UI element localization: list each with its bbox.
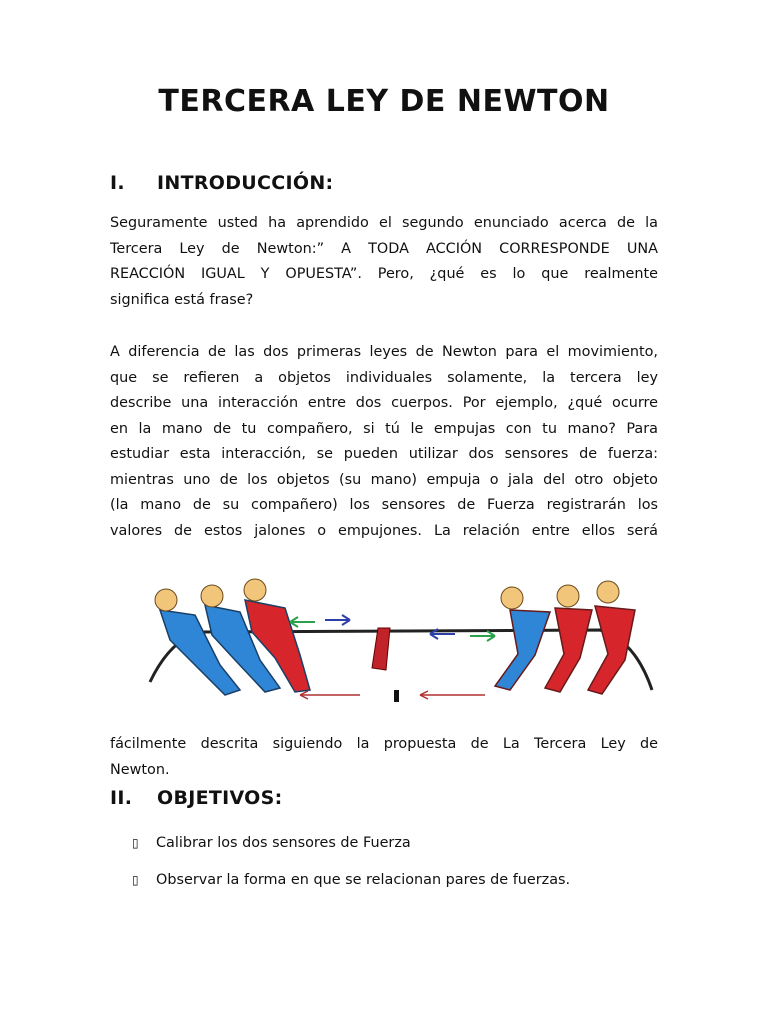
right-team [495,606,635,694]
text-line: REACCIÓN IGUAL Y OPUESTA”. Pero, ¿qué es lo que realmente [110,266,658,282]
intro-paragraph-1 [110,211,658,313]
section-title: INTRODUCCIÓN: [157,172,334,194]
text-line: en la mano de tu compañero, si tú le empujas con tu mano? Para [110,420,658,437]
text-line: A diferencia de las dos primeras leyes de Newton para el movimiento, [110,344,658,360]
text-line: describe una interacción entre dos cuerpos. Por ejemplo, ¿qué ocurre [110,395,658,411]
text-line: Seguramente usted ha aprendido el segundo enunciado acerca de la [110,215,658,231]
intro-paragraph-2 [110,340,658,544]
list-item-text: Observar la forma en que se relacionan pares de fuerzas. [156,872,571,888]
bullet-icon: ▯ [132,873,139,887]
intro-paragraph-3 [110,732,658,783]
list-item [132,870,570,907]
section-title: OBJETIVOS: [157,787,283,809]
left-team [160,600,310,695]
tug-of-war-illustration [140,570,660,720]
list-item-text: Calibrar los dos sensores de Fuerza [156,835,411,851]
text-line: Newton. [110,761,170,778]
section-number: II. [110,787,133,809]
text-line: (la mano de su compañero) los sensores de Fuerza registrarán los [110,497,658,513]
text-line: mientras uno de los objetos (su mano) empuja o jala del otro objeto [110,471,658,488]
section-number: I. [110,172,125,194]
text-line: fácilmente descrita siguiendo la propuesta de La Tercera Ley de [110,736,658,752]
list-item [132,833,570,870]
document-title: TERCERA LEY DE NEWTON [158,84,610,119]
section-heading-introduccion [110,172,333,194]
objectives-list [132,833,570,907]
text-line: que se refieren a objetos individuales solamente, la tercera ley [110,369,658,386]
bullet-icon: ▯ [132,836,139,850]
section-heading-objetivos [110,787,283,809]
text-line: significa está frase? [110,291,254,308]
text-line: Tercera Ley de Newton:” A TODA ACCIÓN CORRESPONDE UNA [110,240,658,257]
text-line: valores de estos jalones o empujones. La relación entre ellos será [110,522,658,539]
text-line: estudiar esta interacción, se pueden utilizar dos sensores de fuerza: [110,446,658,462]
